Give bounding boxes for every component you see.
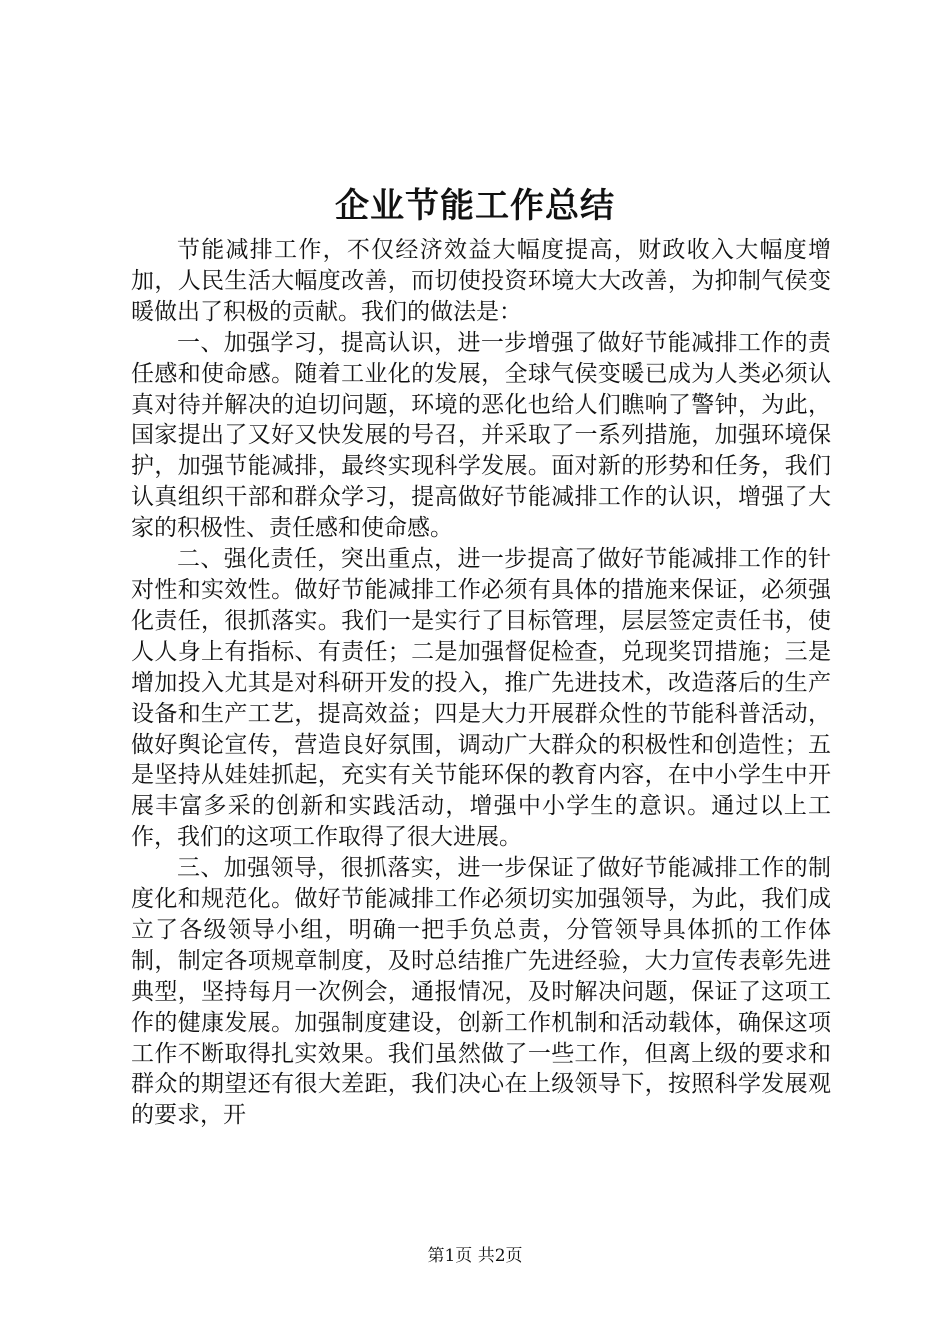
document-body [131,235,831,1131]
paragraph-section-2: 二、强化责任，突出重点，进一步提高了做好节能减排工作的针对性和实效性。做好节能减排工作必须有具体的措施来保证，必须强化责任，很抓落实。我们一是实行了目标管理，层层签定责任书，使人人身上有指标、有责任；二是加强督促检查，兑现奖罚措施；三是增加投入尤其是对科研开发的投入，推广先进技术，改造落后的生产设备和生产工艺，提高效益；四是大力开展群众性的节能科普活动，做好舆论宣传，营造良好氛围，调动广大群众的积极性和创造性；五是坚持从娃娃抓起，充实有关节能环保的教育内容，在中小学生中开展丰富多采的创新和实践活动，增强中小学生的意识。通过以上工作，我们的这项工作取得了很大进展。 [131,546,831,851]
paragraph-section-3: 三、加强领导，很抓落实，进一步保证了做好节能减排工作的制度化和规范化。做好节能减排工作必须切实加强领导，为此，我们成立了各级领导小组，明确一把手负总责，分管领导具体抓的工作体制，制定各项规章制度，及时总结推广先进经验，大力宣传表彰先进典型，坚持每月一次例会，通报情况，及时解决问题，保证了这项工作的健康发展。加强制度建设，创新工作机制和活动载体，确保这项工作不断取得扎实效果。我们虽然做了一些工作，但离上级的要求和群众的期望还有很大差距，我们决心在上级领导下，按照科学发展观的要求，开 [131,855,831,1129]
document-title: 企业节能工作总结 [335,186,615,226]
paragraph-intro: 节能减排工作，不仅经济效益大幅度提高，财政收入大幅度增加，人民生活大幅度改善，而切使投资环境大大改善，为抑制气侯变暖做出了积极的贡献。我们的做法是： [131,237,831,325]
page-number-footer: 第1页 共2页 [427,1246,523,1266]
paragraph-section-1: 一、加强学习，提高认识，进一步增强了做好节能减排工作的责任感和使命感。随着工业化的发展，全球气侯变暖已成为人类必须认真对待并解决的迫切问题，环境的恶化也给人们瞧响了警钟，为此，国家提出了又好又快发展的号召，并采取了一系列措施，加强环境保护，加强节能减排，最终实现科学发展。面对新的形势和任务，我们认真组织干部和群众学习，提高做好节能减排工作的认识，增强了大家的积极性、责任感和使命感。 [131,329,831,542]
